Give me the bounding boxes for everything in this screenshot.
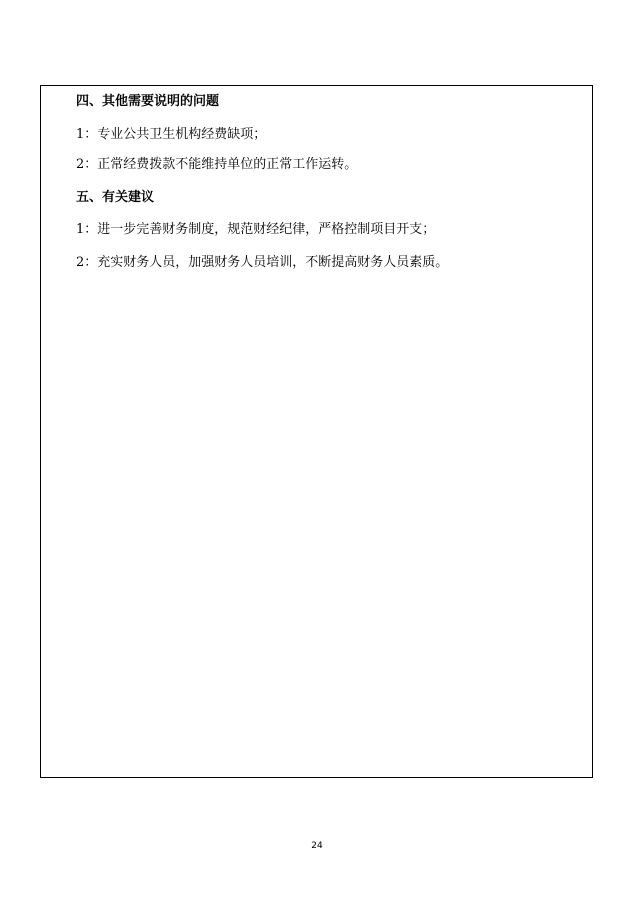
issue-item-2: 2：正常经费拨款不能维持单位的正常工作运转。: [76, 157, 358, 172]
section-heading-other-issues: 四、其他需要说明的问题: [76, 94, 220, 109]
content-table-cell: [40, 85, 593, 778]
suggestion-item-1: 1：进一步完善财务制度，规范财经纪律，严格控制项目开支；: [76, 222, 436, 237]
section-heading-suggestions: 五、有关建议: [76, 190, 155, 205]
suggestion-item-2: 2：充实财务人员，加强财务人员培训，不断提高财务人员素质。: [76, 255, 449, 270]
page-number: 24: [311, 841, 323, 851]
issue-item-1: 1：专业公共卫生机构经费缺项；: [76, 127, 267, 142]
